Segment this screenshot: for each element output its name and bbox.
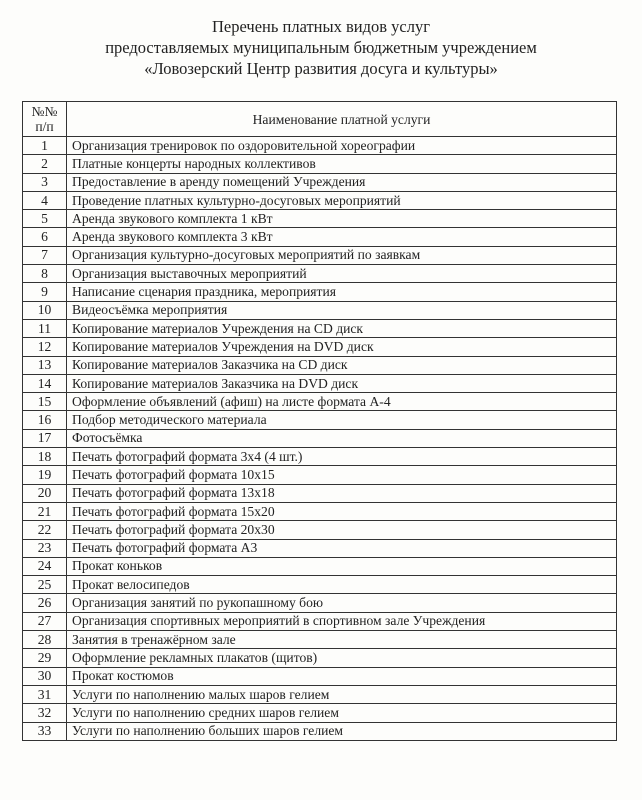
- service-name: Копирование материалов Заказчика на DVD диск: [67, 374, 617, 392]
- service-name: Услуги по наполнению средних шаров гелием: [67, 704, 617, 722]
- row-number: 24: [23, 557, 67, 575]
- services-table-body: [23, 137, 617, 741]
- row-number: 18: [23, 448, 67, 466]
- service-name: Копирование материалов Учреждения на CD диск: [67, 319, 617, 337]
- table-row: [23, 228, 617, 246]
- table-row: [23, 502, 617, 520]
- table-row: [23, 722, 617, 740]
- service-name: Занятия в тренажёрном зале: [67, 631, 617, 649]
- service-name: Аренда звукового комплекта 3 кВт: [67, 228, 617, 246]
- table-row: [23, 612, 617, 630]
- row-number: 14: [23, 374, 67, 392]
- row-number: 22: [23, 521, 67, 539]
- row-number: 13: [23, 356, 67, 374]
- service-name: Оформление рекламных плакатов (щитов): [67, 649, 617, 667]
- service-name: Прокат костюмов: [67, 667, 617, 685]
- service-name: Печать фотографий формата 10х15: [67, 466, 617, 484]
- service-name: Печать фотографий формата 13х18: [67, 484, 617, 502]
- row-number: 8: [23, 265, 67, 283]
- header-title-line-3: «Ловозерский Центр развития досуга и культуры»: [144, 59, 498, 78]
- table-row: [23, 576, 617, 594]
- table-row: [23, 521, 617, 539]
- row-number: 30: [23, 667, 67, 685]
- table-row: [23, 594, 617, 612]
- row-number: 1: [23, 137, 67, 155]
- table-row: [23, 539, 617, 557]
- service-name: Копирование материалов Учреждения на DVD диск: [67, 338, 617, 356]
- row-number: 12: [23, 338, 67, 356]
- table-row: [23, 393, 617, 411]
- row-number: 28: [23, 631, 67, 649]
- services-table: [22, 101, 617, 741]
- row-number: 27: [23, 612, 67, 630]
- column-header-number: [23, 102, 67, 137]
- row-number: 10: [23, 301, 67, 319]
- row-number: 15: [23, 393, 67, 411]
- table-row: [23, 173, 617, 191]
- row-number: 32: [23, 704, 67, 722]
- table-row: [23, 685, 617, 703]
- service-name: Организация культурно-досуговых мероприятий по заявкам: [67, 246, 617, 264]
- service-name: Печать фотографий формата 20х30: [67, 521, 617, 539]
- service-name: Организация спортивных мероприятий в спортивном зале Учреждения: [67, 612, 617, 630]
- table-row: [23, 374, 617, 392]
- row-number: 16: [23, 411, 67, 429]
- row-number: 2: [23, 155, 67, 173]
- table-row: [23, 137, 617, 155]
- row-number: 31: [23, 685, 67, 703]
- service-name: Аренда звукового комплекта 1 кВт: [67, 210, 617, 228]
- table-row: [23, 210, 617, 228]
- service-name: Услуги по наполнению больших шаров гелием: [67, 722, 617, 740]
- table-row: [23, 356, 617, 374]
- service-name: Услуги по наполнению малых шаров гелием: [67, 685, 617, 703]
- table-row: [23, 191, 617, 209]
- service-name: Оформление объявлений (афиш) на листе формата А-4: [67, 393, 617, 411]
- service-name: Написание сценария праздника, мероприятия: [67, 283, 617, 301]
- row-number: 25: [23, 576, 67, 594]
- service-name: Организация выставочных мероприятий: [67, 265, 617, 283]
- row-number: 4: [23, 191, 67, 209]
- row-number: 19: [23, 466, 67, 484]
- row-number: 23: [23, 539, 67, 557]
- table-row: [23, 338, 617, 356]
- service-name: Печать фотографий формата А3: [67, 539, 617, 557]
- table-row: [23, 246, 617, 264]
- row-number: 9: [23, 283, 67, 301]
- table-row: [23, 649, 617, 667]
- service-name: Проведение платных культурно-досуговых мероприятий: [67, 191, 617, 209]
- document-header: [0, 16, 642, 79]
- table-row: [23, 265, 617, 283]
- table-row: [23, 301, 617, 319]
- table-row: [23, 557, 617, 575]
- table-header-row: [23, 102, 617, 137]
- table-row: [23, 319, 617, 337]
- row-number: 3: [23, 173, 67, 191]
- row-number: 5: [23, 210, 67, 228]
- table-row: [23, 704, 617, 722]
- service-name: Предоставление в аренду помещений Учреждения: [67, 173, 617, 191]
- service-name: Прокат коньков: [67, 557, 617, 575]
- service-name: Прокат велосипедов: [67, 576, 617, 594]
- header-title-line-2: предоставляемых муниципальным бюджетным учреждением: [105, 38, 537, 57]
- column-header-number-line-2: п/п: [35, 119, 54, 134]
- service-name: Организация тренировок по оздоровительной хореографии: [67, 137, 617, 155]
- row-number: 33: [23, 722, 67, 740]
- service-name: Подбор методического материала: [67, 411, 617, 429]
- column-header-service-name: Наименование платной услуги: [67, 102, 617, 137]
- row-number: 26: [23, 594, 67, 612]
- service-name: Видеосъёмка мероприятия: [67, 301, 617, 319]
- row-number: 29: [23, 649, 67, 667]
- table-row: [23, 484, 617, 502]
- table-row: [23, 448, 617, 466]
- service-name: Платные концерты народных коллективов: [67, 155, 617, 173]
- service-name: Фотосъёмка: [67, 429, 617, 447]
- table-row: [23, 466, 617, 484]
- table-row: [23, 411, 617, 429]
- table-row: [23, 283, 617, 301]
- table-row: [23, 667, 617, 685]
- row-number: 7: [23, 246, 67, 264]
- service-name: Печать фотографий формата 3х4 (4 шт.): [67, 448, 617, 466]
- row-number: 17: [23, 429, 67, 447]
- table-row: [23, 429, 617, 447]
- row-number: 6: [23, 228, 67, 246]
- service-name: Копирование материалов Заказчика на CD диск: [67, 356, 617, 374]
- row-number: 11: [23, 319, 67, 337]
- row-number: 21: [23, 502, 67, 520]
- header-title-line-1: Перечень платных видов услуг: [212, 17, 430, 36]
- table-row: [23, 155, 617, 173]
- row-number: 20: [23, 484, 67, 502]
- service-name: Организация занятий по рукопашному бою: [67, 594, 617, 612]
- service-name: Печать фотографий формата 15х20: [67, 502, 617, 520]
- table-row: [23, 631, 617, 649]
- column-header-number-line-1: №№: [31, 104, 58, 119]
